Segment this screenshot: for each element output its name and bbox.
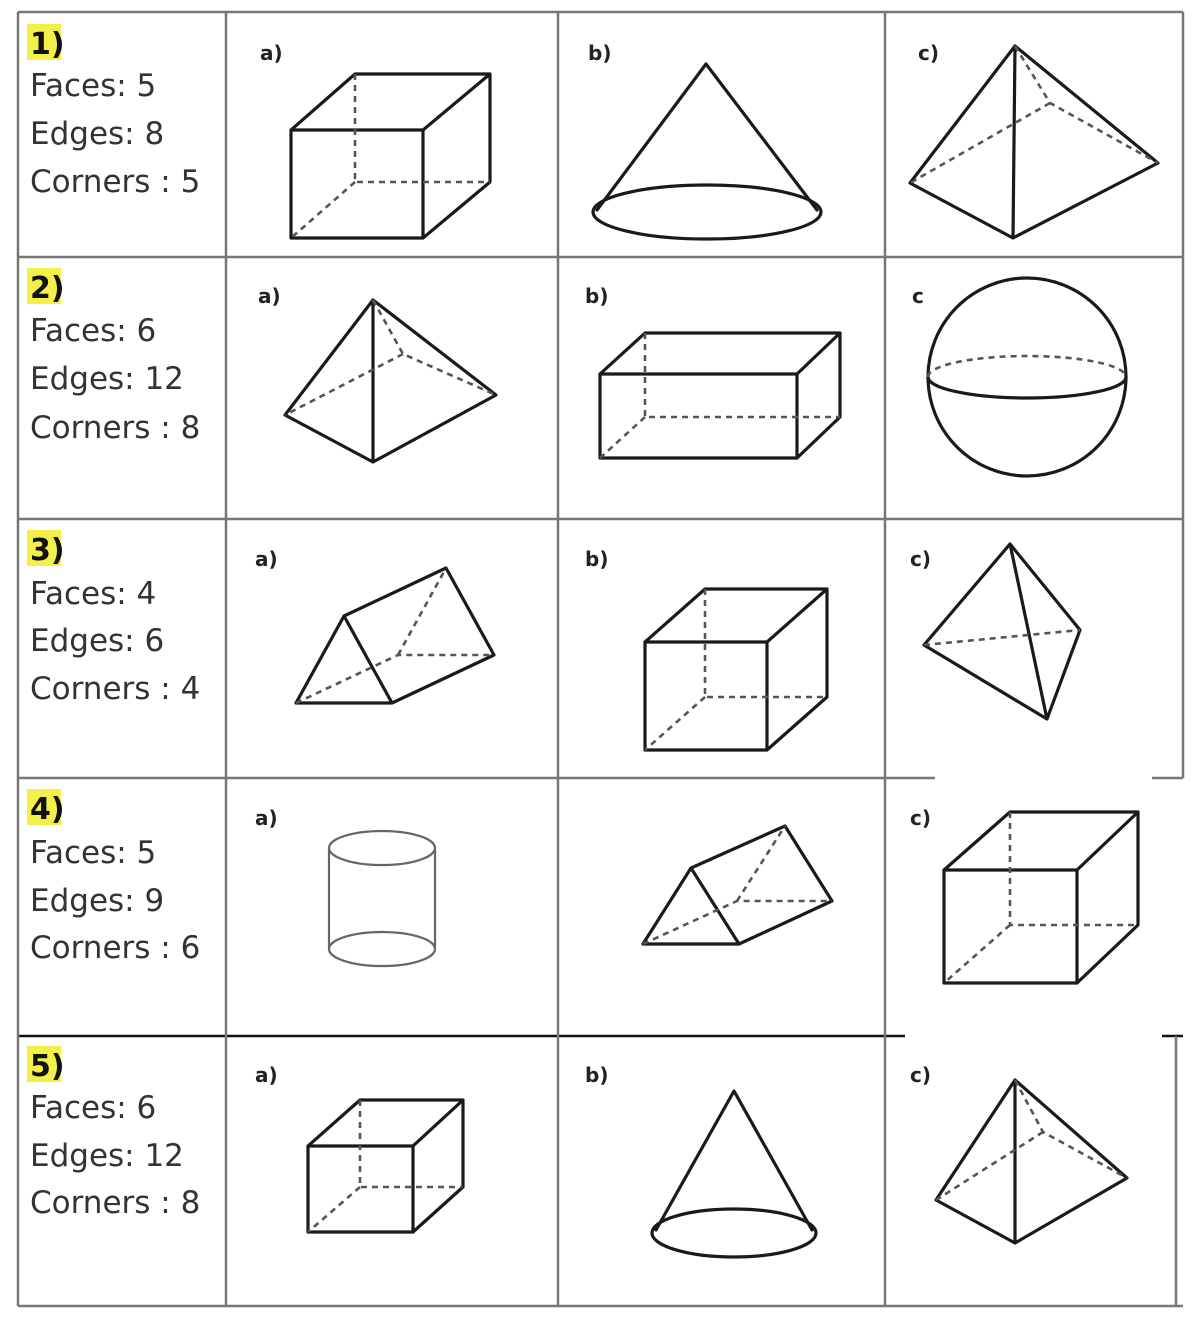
question-row-4 <box>27 789 1138 983</box>
question-row-5 <box>27 1046 1127 1257</box>
option-b-label[interactable]: b) <box>585 1063 609 1087</box>
question-row-1 <box>27 24 1158 239</box>
triangular-prism-icon[interactable] <box>643 826 832 944</box>
edges-text: Edges: 8 <box>30 116 165 152</box>
edges-text: Edges: 9 <box>30 883 165 919</box>
cone-icon[interactable] <box>652 1091 816 1257</box>
corners-text: Corners : 5 <box>30 164 201 200</box>
corners-text: Corners : 6 <box>30 930 201 966</box>
option-c-label[interactable]: c) <box>910 1063 931 1087</box>
option-b-label[interactable]: b) <box>585 284 609 308</box>
question-number: 4) <box>30 792 65 827</box>
edges-text: Edges: 6 <box>30 623 165 659</box>
edges-text: Edges: 12 <box>30 1138 184 1174</box>
corners-text: Corners : 8 <box>30 1185 201 1221</box>
edges-text: Edges: 12 <box>30 361 184 397</box>
faces-text: Faces: 5 <box>30 68 157 104</box>
corners-text: Corners : 8 <box>30 410 201 446</box>
option-a-label[interactable]: a) <box>255 547 278 571</box>
option-a-label[interactable]: a) <box>255 806 278 830</box>
faces-text: Faces: 6 <box>30 1090 157 1126</box>
question-number: 5) <box>30 1049 65 1084</box>
option-a-label[interactable]: a) <box>255 1063 278 1087</box>
cube-icon[interactable] <box>645 589 827 750</box>
corners-text: Corners : 4 <box>30 671 201 707</box>
question-row-3 <box>27 530 1080 750</box>
option-b-label[interactable]: b) <box>585 547 609 571</box>
faces-text: Faces: 4 <box>30 576 157 612</box>
option-b-label[interactable]: b) <box>588 41 612 65</box>
option-c-label[interactable]: c) <box>910 806 931 830</box>
square-pyramid-icon[interactable] <box>936 1080 1127 1243</box>
square-pyramid-icon[interactable] <box>910 46 1158 238</box>
tetrahedron-icon[interactable] <box>924 544 1080 719</box>
question-number: 1) <box>30 27 65 62</box>
question-row-2 <box>27 268 1126 476</box>
sphere-icon[interactable] <box>928 278 1126 476</box>
option-c-label[interactable]: c) <box>918 41 939 65</box>
faces-text: Faces: 6 <box>30 313 157 349</box>
option-c-label[interactable]: c <box>912 284 924 308</box>
option-c-label[interactable]: c) <box>910 547 931 571</box>
faces-text: Faces: 5 <box>30 835 157 871</box>
question-number: 2) <box>30 271 65 306</box>
cube-icon[interactable] <box>291 74 490 238</box>
cube-icon[interactable] <box>944 812 1138 983</box>
cube-icon[interactable] <box>308 1100 463 1232</box>
square-pyramid-icon[interactable] <box>285 300 496 462</box>
question-number: 3) <box>30 533 65 568</box>
option-a-label[interactable]: a) <box>258 284 281 308</box>
cone-icon[interactable] <box>593 64 821 239</box>
cuboid-icon[interactable] <box>600 333 840 458</box>
option-a-label[interactable]: a) <box>260 41 283 65</box>
cylinder-icon[interactable] <box>329 831 435 966</box>
triangular-prism-icon[interactable] <box>296 568 494 703</box>
